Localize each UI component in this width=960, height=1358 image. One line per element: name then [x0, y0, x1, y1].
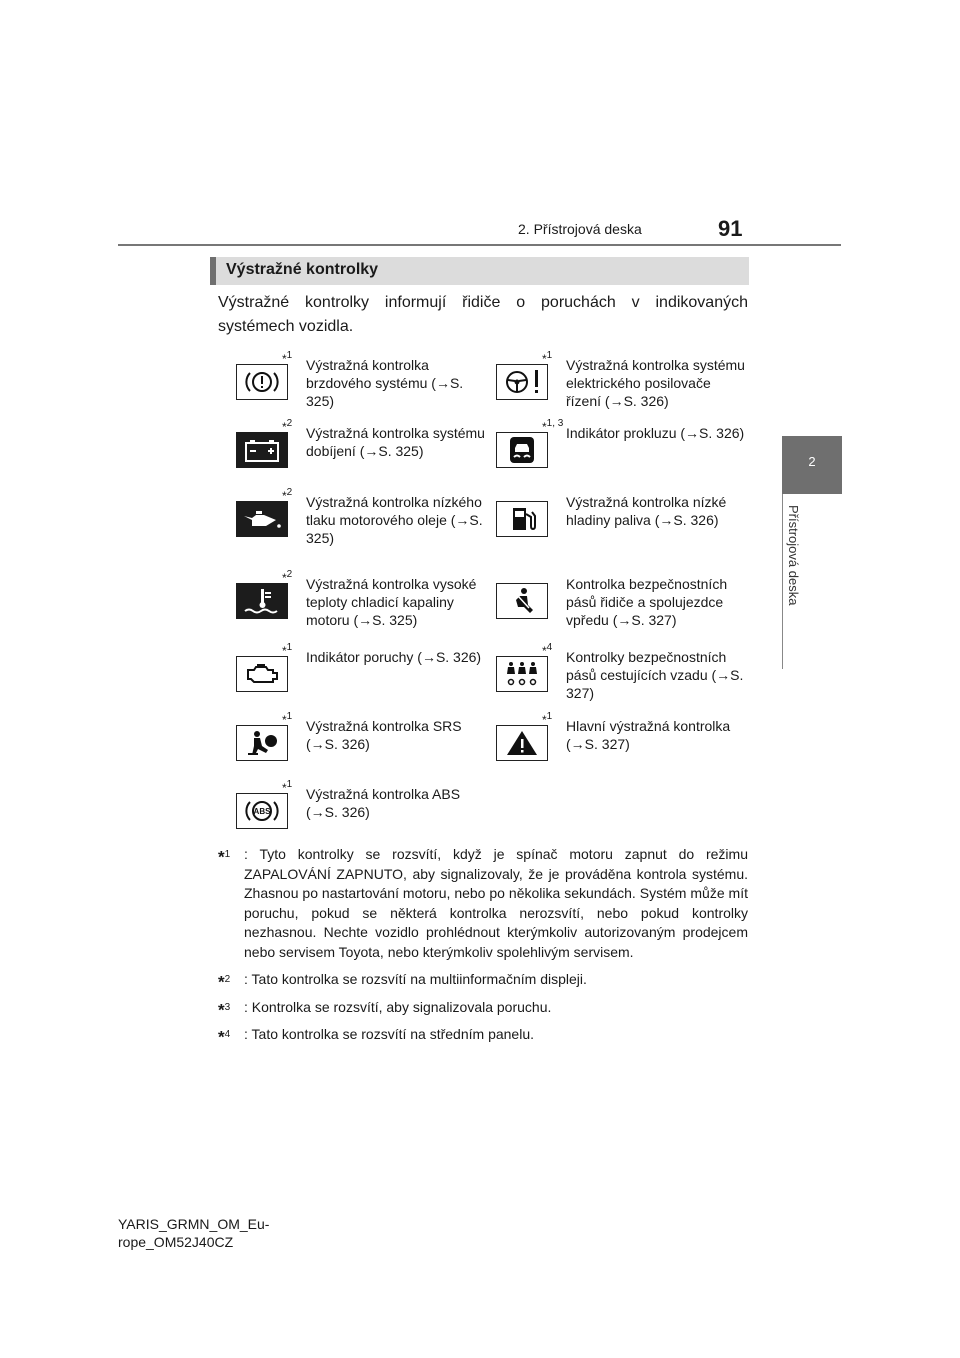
engine-icon: [236, 656, 288, 692]
header-rule: [118, 244, 841, 246]
item-srs: [236, 711, 491, 779]
item-master-warning: [496, 711, 751, 779]
item-mark: *$^1$: [282, 779, 293, 795]
footnote: *$^1$ : Tyto kontrolky se rozsvítí, když je spínač motoru zapnut do režimu ZAPALOVÁNÍ ZAPNUTO, aby signalizovaly, že je prováděna kontrola systému. Zhasnou po nastartování motoru, nebo po několika sekundách. Systém může mít poruchu, pokud se některá kontrolka nerozsvítí, nebo pokud kontrolky nezhasnou. Nechte vozidlo prohlédnout kterýmkoliv autorizovaným prodejcem nebo servisem Toyota, nebo kterýmkoliv spolehlivým servisem.: [218, 846, 748, 960]
item-charging: [236, 418, 491, 486]
item-brake: [236, 350, 491, 418]
document-code: [118, 1215, 269, 1251]
item-text: Výstražná kontrolka nízkého tlaku motorového oleje (→S. 325): [306, 494, 483, 546]
slip-indicator-icon: [496, 432, 548, 468]
item-text: Výstražná kontrolka brzdového systému (→S. 325): [306, 357, 464, 409]
item-mark: *$^1$: [542, 350, 553, 366]
fuel-pump-icon: [496, 501, 548, 537]
master-warning-icon: [496, 725, 548, 761]
item-seatbelt: [496, 575, 751, 637]
item-text: Hlavní výstražná kontrolka (→S. 327): [566, 718, 731, 752]
abs-icon: [236, 793, 288, 829]
item-text: Výstražná kontrolka systému elektrického posilovače řízení (→S. 326): [566, 357, 745, 409]
battery-icon: [236, 432, 288, 468]
document-code-line2: rope_OM52J40CZ: [118, 1234, 234, 1250]
item-mark: *$^1$: [542, 711, 553, 727]
item-mark: *$^1$: [282, 711, 293, 727]
item-mark: *$^1$: [282, 642, 293, 658]
document-code-line1: YARIS_GRMN_OM_Eu-: [118, 1216, 270, 1232]
footnote: *$^3$ : Kontrolka se rozsvítí, aby signalizovala poruchu.: [218, 998, 552, 1020]
item-slip: [496, 418, 751, 486]
footnote: *$^4$ : Tato kontrolka se rozsvítí na středním panelu.: [218, 1026, 535, 1047]
item-steering: [496, 350, 751, 418]
item-mark: *$^1$: [282, 350, 293, 366]
item-abs: [236, 779, 491, 847]
intro-text: Výstražné kontrolky informují řidiče o poruchách v indikovaných systémech vozidla.: [218, 294, 748, 335]
item-text: Kontrolka bezpečnostních pásů řidiče a spolujezdce vpředu (→S. 327): [566, 576, 728, 628]
steering-warning-icon: [496, 364, 548, 400]
item-text: Indikátor poruchy (→S. 326): [306, 649, 482, 665]
item-coolant: [236, 569, 491, 637]
item-fuel: [496, 493, 751, 555]
side-label: Přístrojová deska: [786, 505, 801, 606]
item-text: Výstražná kontrolka SRS (→S. 326): [306, 718, 462, 752]
coolant-temp-icon: [236, 583, 288, 619]
page-number: 91: [718, 216, 743, 241]
section-title: Výstražné kontrolky: [210, 257, 749, 285]
rear-seatbelt-icon: [496, 656, 548, 692]
svg-text:ABS: ABS: [253, 807, 271, 816]
item-text: Kontrolky bezpečnostních pásů cestujících vzadu (→S. 327): [566, 649, 744, 701]
item-text: Výstražná kontrolka nízké hladiny paliva (→S. 326): [566, 494, 727, 528]
footnotes: [218, 845, 748, 1053]
side-tab: [782, 436, 842, 494]
header-section: 2. Přístrojová deska: [518, 221, 642, 237]
item-malfunction: [236, 642, 491, 710]
item-rear-seatbelt: [496, 642, 751, 710]
side-line: [782, 494, 783, 669]
brake-warning-icon: [236, 364, 288, 400]
item-text: Výstražná kontrolka systému dobíjení (→S. 325): [306, 425, 485, 459]
item-oil: [236, 487, 491, 555]
seatbelt-icon: [496, 583, 548, 619]
side-tab-number: 2: [808, 454, 816, 469]
item-text: Indikátor prokluzu (→S. 326): [566, 425, 745, 441]
item-text: Výstražná kontrolka ABS (→S. 326): [306, 786, 461, 820]
footnote: *$^2$ : Tato kontrolka se rozsvítí na multiinformačním displeji.: [218, 971, 587, 992]
item-mark: *$^2$: [282, 569, 293, 585]
item-text: Výstražná kontrolka vysoké teploty chladicí kapaliny motoru (→S. 325): [306, 576, 477, 628]
oil-can-icon: [236, 501, 288, 537]
item-mark: *$^{1, 3}$: [542, 418, 564, 434]
item-mark: *$^4$: [542, 642, 553, 658]
item-mark: *$^2$: [282, 418, 293, 434]
item-mark: *$^2$: [282, 487, 293, 503]
airbag-icon: [236, 725, 288, 761]
